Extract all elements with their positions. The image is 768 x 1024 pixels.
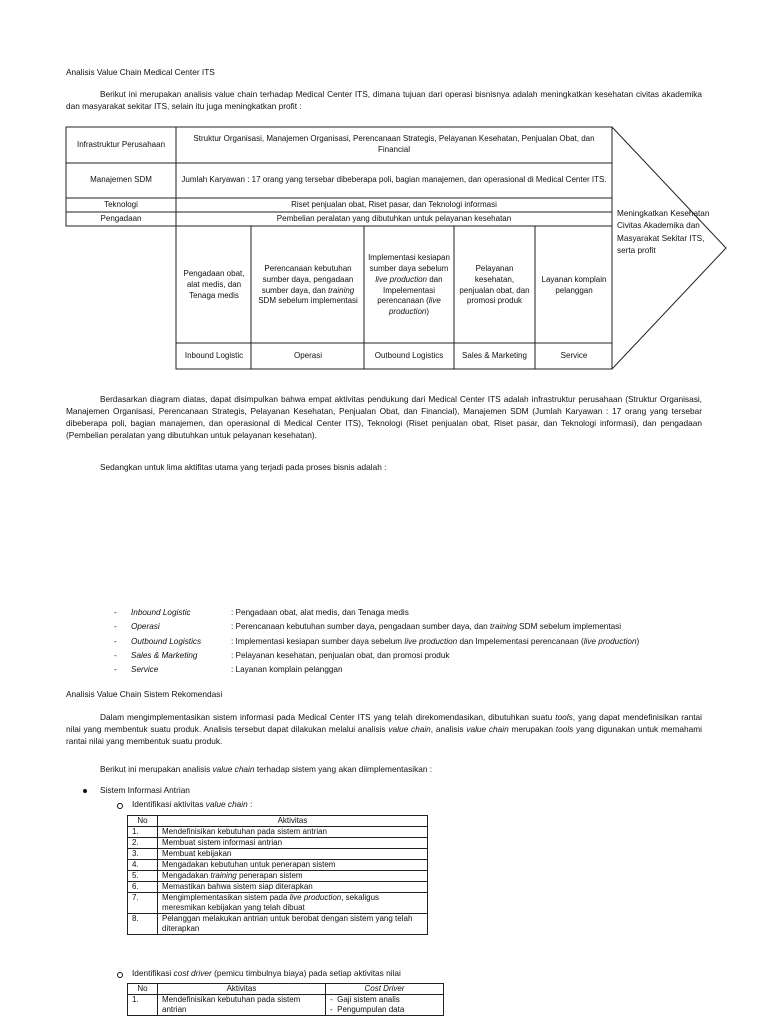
support-label-infrastruktur: Infrastruktur Perusahaan: [76, 139, 166, 149]
value-chain-diagram: [0, 0, 768, 380]
column-header-cost-driver: Cost Driver: [326, 984, 444, 995]
list-item: - Operasi : Perencanaan kebutuhan sumber daya, pengadaan sumber daya, dan training SDM sebelum implementasi: [114, 622, 622, 631]
conclusion-paragraph: Berdasarkan diagram diatas, dapat disimpulkan bahwa empat aktivitas pendukung dari Medical Center ITS adalah infrastruktur perusahaan (Struktur Organisasi, Manajemen Organisasi, Perencanaan Strategis, Pelayanan Kesehatan, Penjualan Obat, dan Financial), Manajemen SDM (Jumlah Karyawan : 17 orang yang tersebar dibeberapa poli, bagian manajemen, dan operasional di Medical Center ITS), Teknologi (Riset penjualan obat, Riset pasar, dan Teknologi informasi), dan pengadaan (Pembelian peralatan yang dibutuhkan untuk pelayanan kesehatan).: [66, 394, 702, 441]
support-desc-infrastruktur: Struktur Organisasi, Manajemen Organisasi, Perencanaan Strategis, Pelayanan Kesehatan, Penjualan Obat, dan Financial: [193, 134, 595, 154]
table-row: 2. Membuat sistem informasi antrian: [128, 838, 428, 849]
circle-bullet-icon: [117, 972, 123, 978]
section2-paragraph: Dalam mengimplementasikan sistem informasi pada Medical Center ITS yang telah direkomendasikan, dibutuhkan suatu tools, yang dapat mendefinisikan rantai nilai yang membentuk suatu produk. Analisis tersebut dapat dilakukan melalui analisis value chain, analisis value chain merupakan tools yang digunakan untuk memahami rantai nilai yang membentuk suatu produk.: [66, 712, 702, 747]
column-header-no: No: [128, 816, 158, 827]
table-row: 1. Mendefinisikan kebutuhan pada sistem antrian: [128, 827, 428, 838]
intro-paragraph: Berikut ini merupakan analisis value chain terhadap Medical Center ITS, dimana tujuan dari operasi bisnisnya adalah meningkatkan kesehatan civitas akademika dan masyarakat sekitar ITS, selain itu juga meningkatkan profit :: [66, 89, 702, 112]
support-desc-pengadaan: Pembelian peralatan yang dibutuhkan untuk pelayanan kesehatan: [276, 213, 512, 223]
table-row: 5. Mengadakan training penerapan sistem: [128, 871, 428, 882]
table-row: 3. Membuat kebijakan: [128, 849, 428, 860]
table-row: 7. Mengimplementasikan sistem pada live production, sekaligus meresmikan kebijakan yang telah dibuat: [128, 893, 428, 914]
primary-name-service: Service: [560, 350, 588, 360]
column-header-no: No: [128, 984, 158, 995]
sub-identifikasi-cost-driver: Identifikasi cost driver (pemicu timbulnya biaya) pada setiap aktivitas nilai: [132, 968, 401, 978]
table-header-row: [128, 816, 428, 827]
primary-name-sales: Sales & Marketing: [462, 350, 527, 360]
support-label-sdm: Manajemen SDM: [90, 175, 152, 185]
primary-name-operasi: Operasi: [293, 350, 322, 360]
cost-driver-table: [127, 983, 444, 1016]
table-row: 1. Mendefinisikan kebutuhan pada sistem antrian - Gaji sistem analis - Pengumpulan data: [128, 995, 444, 1016]
primary-name-inbound: Inbound Logistic: [184, 350, 244, 360]
primary-desc-inbound: Pengadaan obat, alat medis, dan Tenaga medis: [183, 269, 245, 300]
margin-label: Meningkatkan Kesehatan Civitas Akademika dan Masyarakat Sekitar ITS, serta profit: [617, 209, 710, 255]
activity-table: [127, 815, 428, 935]
primary-intro: Sedangkan untuk lima aktifitas utama yang terjadi pada proses bisnis adalah :: [100, 462, 387, 472]
support-desc-teknologi: Riset penjualan obat, Riset pasar, dan Teknologi informasi: [291, 199, 497, 209]
list-item: - Service : Layanan komplain pelanggan: [114, 665, 343, 674]
table-row: 6. Memastikan bahwa sistem siap diterapkan: [128, 882, 428, 893]
page-title: Analisis Value Chain Medical Center ITS: [66, 67, 215, 77]
bullet-icon: [83, 789, 87, 793]
support-label-pengadaan: Pengadaan: [100, 213, 142, 223]
table-row: 4. Mengadakan kebutuhan untuk penerapan sistem: [128, 860, 428, 871]
sub-identifikasi-aktivitas: Identifikasi aktivitas value chain :: [132, 799, 253, 809]
primary-name-outbound: Outbound Logistics: [374, 350, 444, 360]
circle-bullet-icon: [117, 803, 123, 809]
primary-desc-operasi: Perencanaan kebutuhan sumber daya, pengadaan sumber daya, dan training SDM sebelum implementasi: [258, 263, 358, 306]
support-label-teknologi: Teknologi: [104, 199, 138, 209]
primary-desc-sales: Pelayanan kesehatan, penjualan obat, dan promosi produk: [459, 263, 530, 306]
column-header-aktivitas: Aktivitas: [158, 984, 326, 995]
table-row: 8. Pelanggan melakukan antrian untuk berobat dengan sistem yang telah diterapkan: [128, 914, 428, 935]
list-item: - Sales & Marketing : Pelayanan kesehatan, penjualan obat, dan promosi produk: [114, 651, 450, 660]
table-header-row: [128, 984, 444, 995]
bullet-sistem-antrian: Sistem Informasi Antrian: [100, 785, 190, 795]
list-item: - Inbound Logistic : Pengadaan obat, alat medis, dan Tenaga medis: [114, 608, 409, 617]
section2-intro: Berikut ini merupakan analisis value chain terhadap sistem yang akan diimplementasikan :: [100, 764, 433, 774]
primary-desc-outbound: Implementasi kesiapan sumber daya sebelum live production dan Impelementasi perencanaan (live production): [368, 253, 450, 317]
section2-title: Analisis Value Chain Sistem Rekomendasi: [66, 689, 223, 699]
primary-desc-service: Layanan komplain pelanggan: [541, 274, 607, 295]
support-desc-sdm: Jumlah Karyawan : 17 orang yang tersebar dibeberapa poli, bagian manajemen, dan operasional di Medical Center ITS.: [181, 175, 607, 185]
list-item: - Outbound Logistics : Implementasi kesiapan sumber daya sebelum live production dan Impelementasi perencanaan (live production): [114, 637, 640, 646]
column-header-aktivitas: Aktivitas: [158, 816, 428, 827]
